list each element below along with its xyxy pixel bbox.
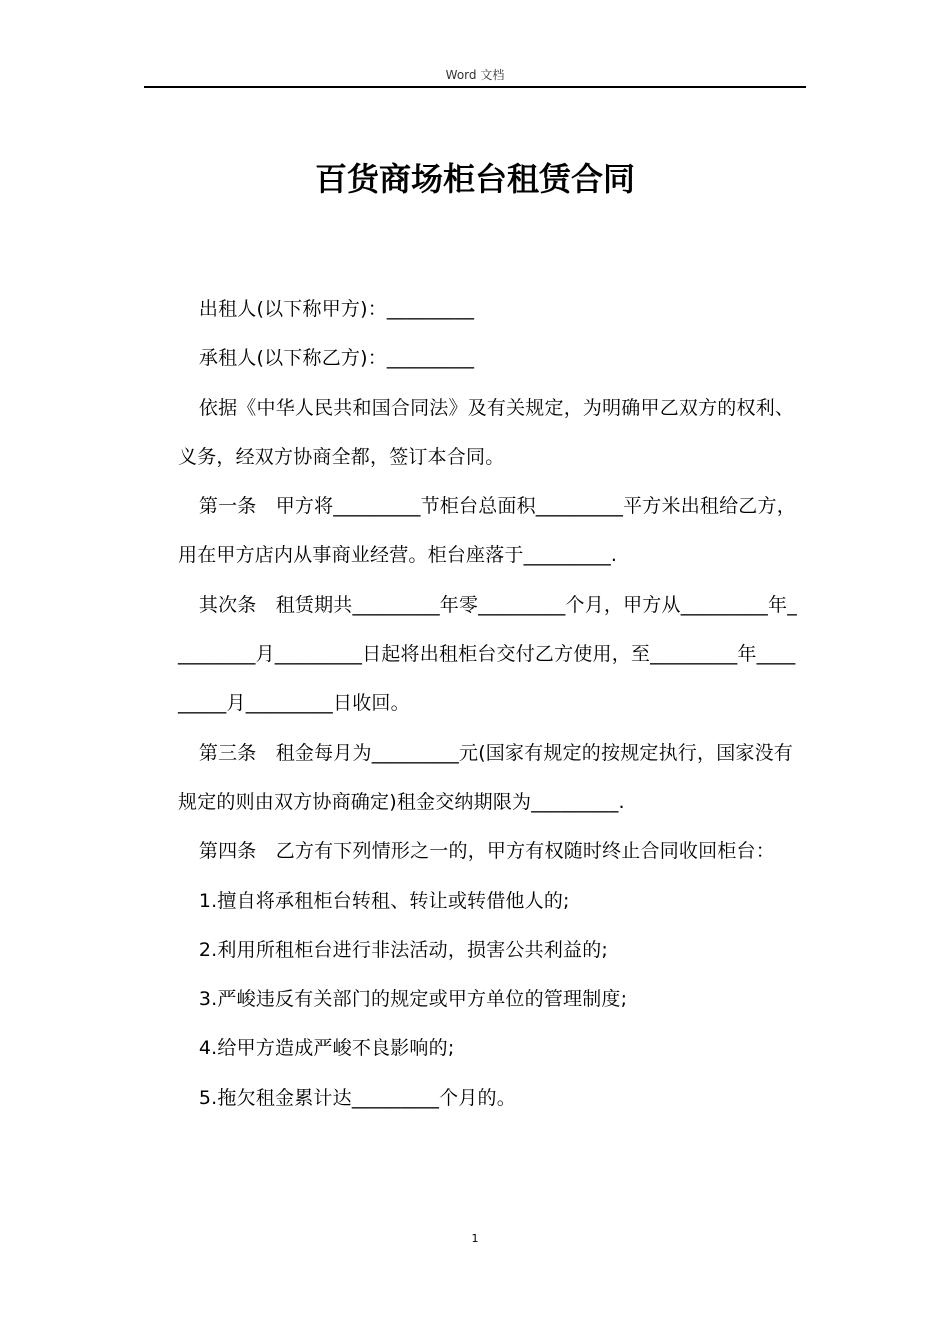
list-item: 1.擅自将承租柜台转租、转让或转借他人的; [198, 889, 570, 912]
document-body [178, 285, 802, 1123]
document-title: 百货商场柜台租赁合同 [314, 160, 635, 198]
header-divider [144, 86, 806, 88]
list-item: 2.利用所租柜台进行非法活动，损害公共利益的; [198, 938, 609, 961]
article-4-paragraph: 第四条 乙方有下列情形之一的，甲方有权随时终止合同收回柜台： [198, 840, 775, 863]
page-number: 1 [471, 1232, 479, 1245]
article-1-paragraph: 第一条 甲方将_________节柜台总面积_________平方米出租给乙方，用在甲方店内从事商业经营。柜台座落于_________. [178, 495, 796, 567]
party-a-line: 出租人(以下称甲方)：_________ [198, 298, 475, 320]
header-label: Word 文档 [445, 68, 505, 82]
article-3-paragraph: 第三条 租金每月为_________元(国家有规定的按规定执行，国家没有规定的则由双方协商确定)租金交纳期限为_________. [178, 741, 794, 813]
party-b-line: 承租人(以下称乙方)：_________ [198, 347, 475, 370]
list-item: 4.给甲方造成严峻不良影响的; [198, 1037, 455, 1060]
article-2-paragraph: 其次条 租赁期共_________年零_________个月，甲方从_________年_________月_________日起将出租柜台交付乙方使用，至_________年_________月_________日收回。 [178, 593, 797, 715]
list-item: 5.拖欠租金累计达_________个月的。 [198, 1086, 516, 1109]
preamble-paragraph: 依据《中华人民共和国合同法》及有关规定，为明确甲乙双方的权利、义务，经双方协商全都，签订本合同。 [178, 396, 795, 468]
list-item: 3.严峻违反有关部门的规定或甲方单位的管理制度; [198, 988, 628, 1011]
